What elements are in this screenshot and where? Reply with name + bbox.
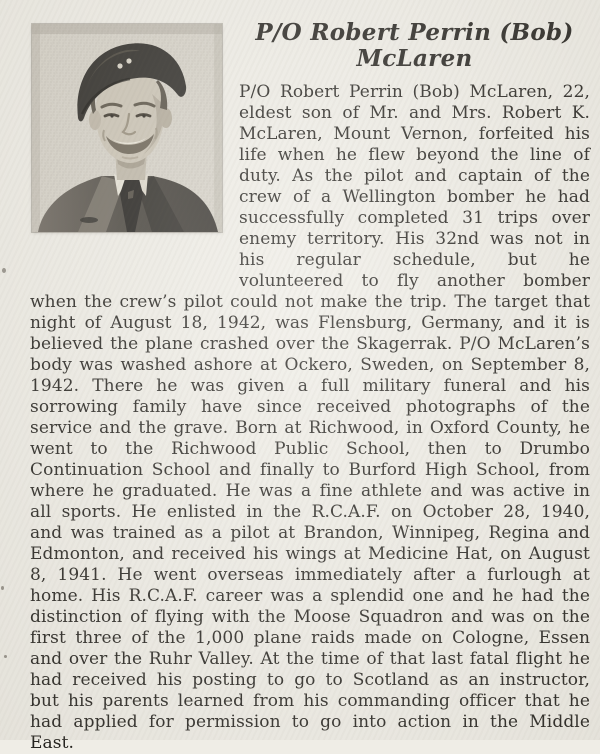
portrait-photo-illustration [32, 24, 222, 232]
memorial-title-line2: McLaren [356, 45, 473, 72]
memorial-body-text: P/O Robert Perrin (Bob) McLaren, 22, eldest son of Mr. and Mrs. Robert K. McLaren, Mount Vernon, forfeited his life when he flew beyond the line of duty. As the pilot and captain of the crew of a Wellington bomber he had successfully completed 31 trips over enemy territory. His 32nd was not in his regular schedule, but he volunteered to fly another bomber when the crew’s pilot could not make the trip. The target that night of August 18, 1942, was Flensburg, Germany, and it is believed the plane crashed over the Skagerrak. P/O McLaren’s body was washed ashore at Ockero, Sweden, on September 8, 1942. There he was given a full military funeral and his sorrowing family have since received photographs of the service and the grave. Born at Richwood, in Oxford County, he went to the Richwood Public School, then to Drumbo Continuation School and finally to Burford High School, from where he graduated. He was a fine athlete and was active in all sports. He enlisted in the R.C.A.F. on October 28, 1940, and was trained as a pilot at Brandon, Winnipeg, Regina and Edmonton, and received his wings at Medicine Hat, on August 8, 1941. He went overseas immediately after a furlough at home. His R.C.A.F. career was a splendid one and he had the distinction of flying with the Moose Squadron and was on the first three of the 1,000 plane raids made on Cologne, Essen and over the Ruhr Valley. At the time of that last fatal flight he had received his posting to go to Scotland as an instructor, but his parents learned from his commanding officer that he had applied for permission to go into action in the Middle East. [30, 82, 590, 753]
scan-speck [1, 586, 4, 590]
scan-speck [2, 268, 6, 273]
memorial-title-line1: P/O Robert Perrin (Bob) [255, 19, 574, 46]
portrait-photo [32, 24, 222, 232]
scan-speck [4, 655, 7, 658]
